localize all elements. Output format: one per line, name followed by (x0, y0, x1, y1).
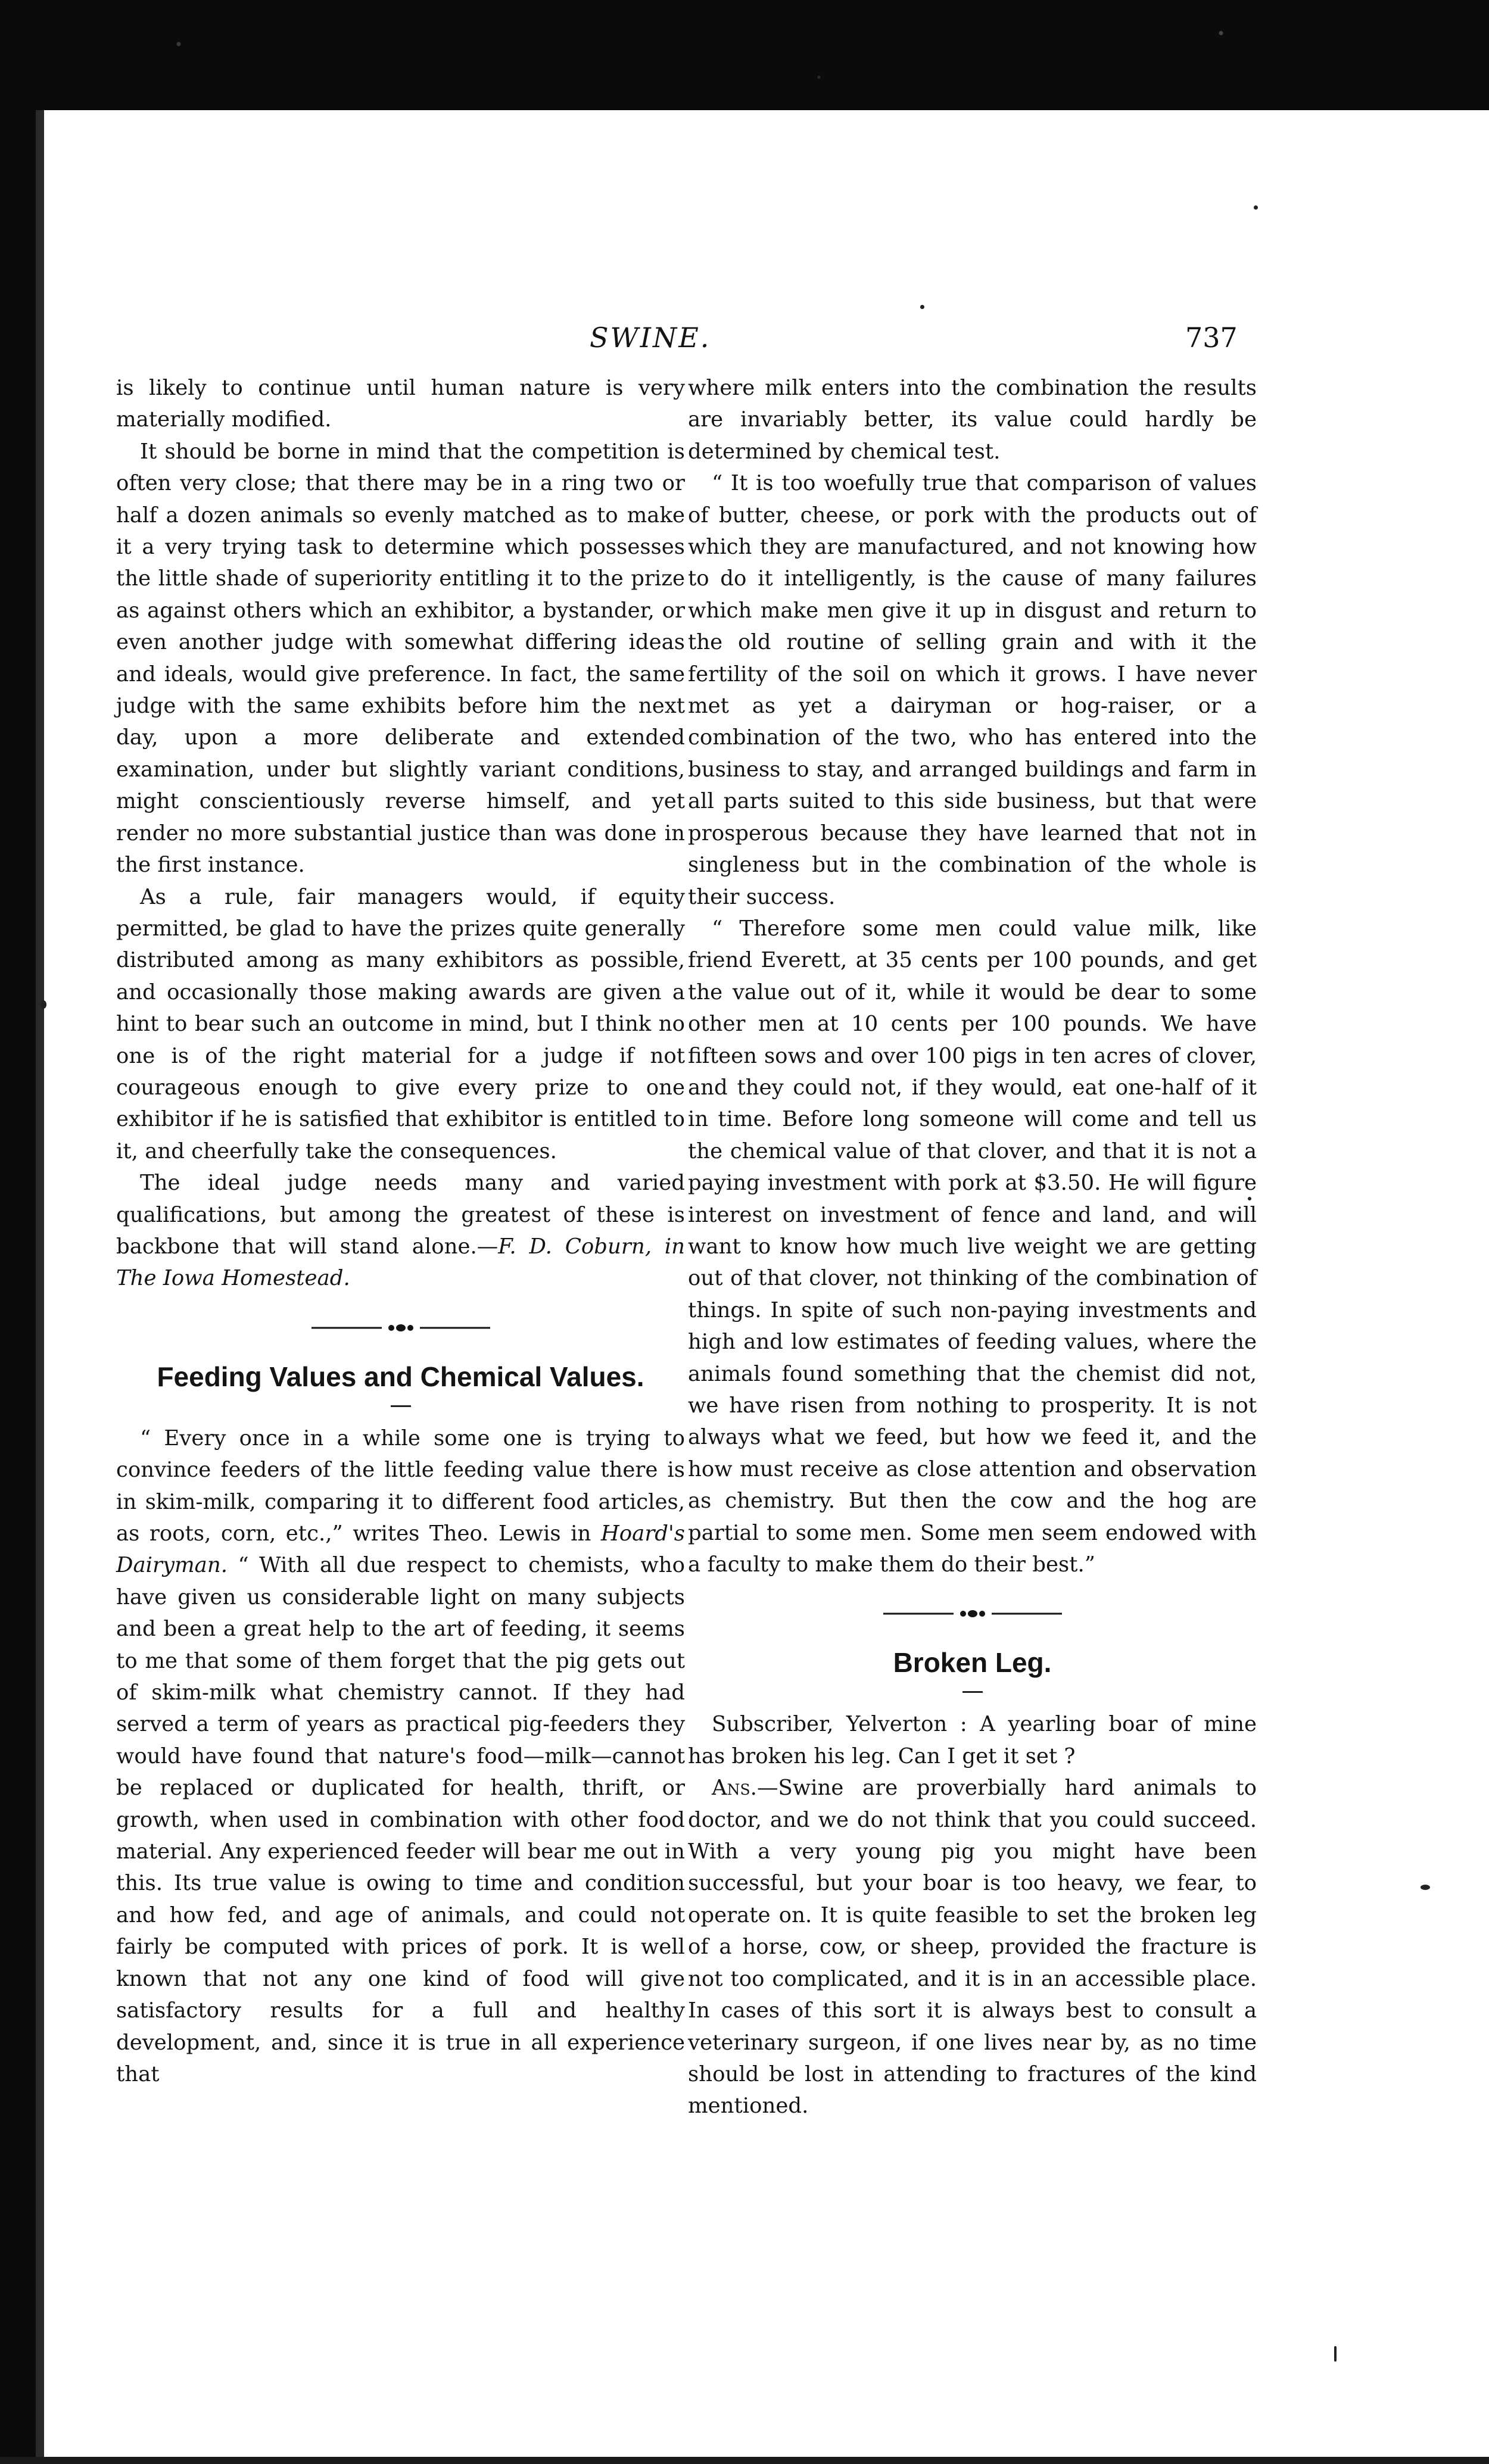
feeding-p1-start: “ Every once in a while some one is trying to convince feeders of the little feeding value there is in skim-milk, comparing it to different food articles, as roots, corn, etc.,” writes Theo. Lewis in (116, 1426, 685, 1546)
feeding-paragraph-1 (116, 1423, 685, 2091)
competition-paragraph: It should be borne in mind that the competition is often very close; that there may be in a ring two or half a dozen animals so evenly matched as to make it a very trying task to determine which possesses the little shade of superiority entitling it to the prize as against others which an exhibitor, a bystander, or even another judge with somewhat differing ideas and ideals, would give preference. In fact, the same judge with the same exhibits before him the next day, upon a more deliberate and extended examination, under but slightly variant conditions, might conscientiously reverse himself, and yet render no more substantial justice than was done in the first instance. (116, 439, 685, 878)
scan-speck (1421, 1885, 1430, 1890)
publication-title: Hoard's Dairyman. (116, 1521, 685, 1578)
heading-rule (962, 1691, 983, 1693)
section-divider-ornament (311, 1322, 490, 1334)
scan-left-border (0, 0, 36, 2464)
feeding-paragraph-1-continued: where milk enters into the combination the results are invariably better, its value could hardly be determined by chemical test. (688, 376, 1257, 464)
left-column (116, 372, 685, 2090)
running-header (0, 322, 1489, 363)
scan-speck (41, 1000, 46, 1009)
running-title: SWINE. (590, 322, 711, 354)
fair-managers-paragraph: As a rule, fair managers would, if equity permitted, be glad to have the prizes quite generally distributed among as many exhibitors as possible, and occasionally those making awards are given a hint to bear such an outcome in mind, but I think no one is of the right material for a judge if not courageous enough to give every prize to one exhibitor if he is satisfied that exhibitor is entitled to it, and cheerfully take the consequences. (116, 884, 685, 1164)
ideal-judge-text: The ideal judge needs many and varied qualifications, but among the greatest of these is backbone that will stand alone.— (116, 1171, 685, 1259)
heading-rule (391, 1405, 411, 1407)
ideal-judge-paragraph (116, 1167, 685, 1295)
feeding-p1-end: “ With all due respect to chemists, who have given us considerable light on many subjects and been a great help to the art of feeding, it seems to me that some of them forget that the pig gets out of skim-milk what chemistry cannot. If they had served a term of years as practical pig-feeders they would have found that nature's food—milk—cannot be replaced or duplicated for health, thrift, or growth, when used in combination with other food material. Any experienced feeder will bear me out in this. Its true value is owing to time and condition and how fed, and age of animals, and could not fairly be computed with prices of pork. It is well known that not any one kind of food will give satisfactory results for a full and healthy development, and, since it is true in all experience that (116, 1553, 685, 2086)
page-number: 737 (1185, 322, 1238, 354)
scan-top-border (0, 0, 1489, 110)
article-attribution: F. D. Coburn, in The Iowa Homestead. (116, 1234, 685, 1291)
scan-speck (1254, 205, 1258, 210)
reader-question: Subscriber, Yelverton : A yearling boar of mine has broken his leg. Can I get it set ? (688, 1712, 1257, 1769)
feeding-paragraph-2: “ It is too woefully true that comparison of values of butter, cheese, or pork with the products out of which they are manufactured, and not knowing how to do it intelligently, is the cause of many failures which make men give it up in disgust and return to the old routine of selling grain and with it the fertility of the soil on which it grows. I have never met as yet a dairyman or hog-raiser, or a combination of the two, who has entered into the business to stay, and arranged buildings and farm in all parts suited to this side business, but that were prosperous because they have learned that not in singleness but in the combination of the whole is their success. (688, 471, 1257, 909)
section-divider-ornament (883, 1608, 1062, 1620)
answer-text: —Swine are proverbially hard animals to doctor, and we do not think that you could succeed. With a very young pig you might have been successful, but your boar is too heavy, we fear, to operate on. It is quite feasible to set the broken leg of a horse, cow, or sheep, provided the fracture is not too complicated, and it is in an accessible place. In cases of this sort it is always best to consult a veterinary surgeon, if one lives near by, as no time should be lost in attending to fractures of the kind mentioned. (688, 1776, 1257, 2119)
scan-left-shadow (36, 110, 44, 2464)
continued-paragraph: is likely to continue until human nature is very materially modified. (116, 376, 685, 432)
broken-leg-heading: Broken Leg. (893, 1647, 1052, 1679)
answer-label: Ans. (712, 1776, 757, 1801)
scan-bottom-border (0, 2457, 1489, 2464)
feeding-paragraph-3: “ Therefore some men could value milk, like friend Everett, at 35 cents per 100 pounds, and get the value out of it, while it would be dear to some other men at 10 cents per 100 pounds. We have fifteen sows and over 100 pigs in ten acres of clover, and they could not, if they would, eat one-half of it in time. Before long someone will come and tell us the chemical value of that clover, and that it is not a paying investment with pork at $3.50. He will figure interest on investment of fence and land, and will want to know how much live weight we are getting out of that clover, not thinking of the combination of things. In spite of such non-paying investments and high and low estimates of feeding values, where the animals found something that the chemist did not, we have risen from nothing to prosperity. It is not always what we feed, but how we feed it, and the how must receive as close attention and observation as chemistry. But then the cow and the hog are partial to some men. Some men seem endowed with a faculty to make them do their best.” (688, 916, 1257, 1577)
scan-speck (920, 305, 924, 309)
right-column (688, 372, 1257, 2122)
feeding-values-heading: Feeding Values and Chemical Values. (157, 1361, 644, 1392)
editor-answer (688, 1772, 1257, 2122)
scan-speck (1334, 2346, 1337, 2362)
